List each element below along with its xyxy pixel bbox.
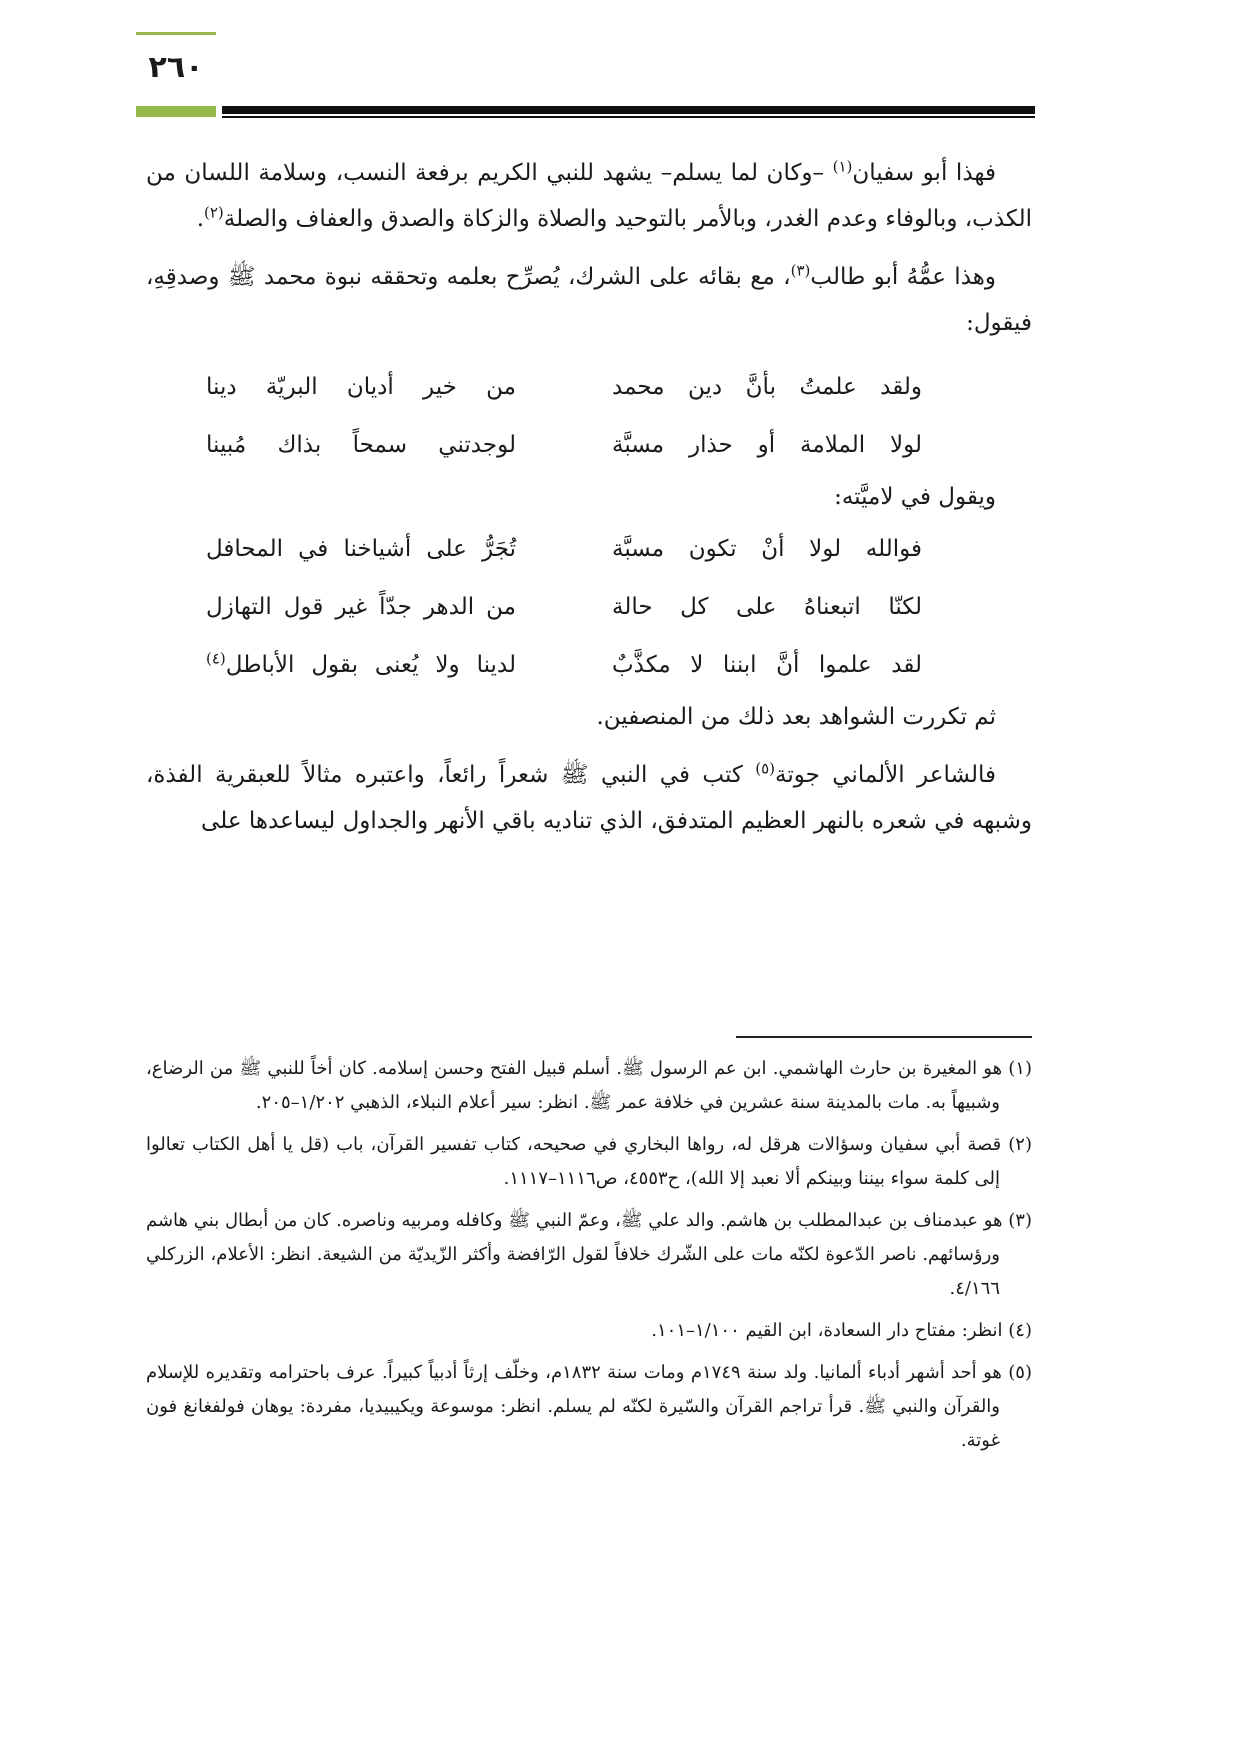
verse-first-hemistich: فوالله لولا أنْ تكون مسبَّة: [612, 536, 922, 562]
footnote-3: (٣) هو عبدمناف بن عبدالمطلب بن هاشم. والد علي ﷺ، وعمّ النبي ﷺ وكافله ومربيه وناصره. كان من أبطال بني هاشم ورؤسائهم. ناصر الدّعوة لكنّه مات على الشّرك خلافاً لقول الرّافضة وأكثر الزّيديّة من الشيعة. انظر: الأعلام، الزركلي ٤/١٦٦.: [146, 1210, 1032, 1299]
footnote-4: (٤) انظر: مفتاح دار السعادة، ابن القيم ١/١٠٠–١٠١.: [651, 1320, 1032, 1341]
text-run: ، مع بقائه على الشرك، يُصرِّح بعلمه وتحققه نبوة محمد ﷺ وصدقِهِ، فيقول:: [146, 264, 1032, 336]
header-accent-top: [136, 32, 216, 35]
header-rule-thin: [222, 116, 1035, 118]
main-text: [146, 150, 1032, 856]
header-rule-thick: [222, 106, 1035, 114]
header-accent-bottom: [136, 106, 216, 117]
verse-second-hemistich: من الدهر جدّاً غير قول التهازل: [206, 594, 516, 620]
verse-second-hemistich: لوجدتني سمحاً بذاك مُبينا: [206, 432, 516, 458]
paragraph-lamiyya-intro: ويقول في لاميَّته:: [834, 484, 996, 510]
paragraph-abu-sufyan: [146, 150, 1032, 242]
footnote-ref[interactable]: (٣): [790, 261, 811, 280]
footnote-ref[interactable]: (٥): [755, 759, 776, 778]
text-run: .: [196, 206, 204, 232]
paragraph-goethe: [146, 752, 1032, 844]
footnote-ref[interactable]: (١): [832, 157, 853, 176]
footnote-ref[interactable]: (٤): [206, 649, 226, 668]
paragraph-abu-talib: [146, 254, 1032, 346]
page-number: ٢٦٠: [148, 50, 204, 85]
paragraph-witnesses: ثم تكررت الشواهد بعد ذلك من المنصفين.: [596, 704, 996, 730]
text-run: فالشاعر الألماني جوتة: [775, 762, 996, 788]
footnotes: [146, 1052, 1032, 1466]
text-run: كتب في النبي ﷺ شعراً رائعاً، واعتبره مثالاً للعبقرية الفذة، وشبهه في شعره بالنهر العظيم المتدفق، الذي تناديه باقي الأنهر والجداول ليساعدها على: [146, 762, 1032, 834]
text-run: فهذا أبو سفيان: [852, 160, 996, 186]
footnote-ref[interactable]: (٢): [204, 203, 224, 222]
footnote-5: (٥) هو أحد أشهر أدباء ألمانيا. ولد سنة ١٧٤٩م ومات سنة ١٨٣٢م، وخلّف إرثاً أدبياً كبيراً. عرف باحترامه وتقديره للإسلام والقرآن والنبي ﷺ. قرأ تراجم القرآن والسّيرة لكنّه لم يسلم. انظر: موسوعة ويكيبيديا، مفردة: يوهان فولفغانغ فون غوتة.: [146, 1362, 1032, 1451]
verse-line: [146, 358, 1032, 416]
verse-first-hemistich: لولا الملامة أو حذار مسبَّة: [612, 432, 922, 458]
verse-line: [146, 416, 1032, 474]
verse-second-hemistich: من خير أديان البريّة دينا: [206, 374, 516, 400]
verse-first-hemistich: ولقد علمتُ بأنَّ دين محمد: [612, 374, 922, 400]
text-run: –وكان لما يسلم– يشهد للنبي الكريم برفعة النسب، وسلامة اللسان من الكذب، وبالوفاء وعدم الغدر، وبالأمر بالتوحيد والصلاة والزكاة والصدق والعفاف والصلة: [146, 160, 1032, 232]
footnote-1: (١) هو المغيرة بن حارث الهاشمي. ابن عم الرسول ﷺ. أسلم قبيل الفتح وحسن إسلامه. كان أخاً للنبي ﷺ من الرضاع، وشبيهاً به. مات بالمدينة سنة عشرين في خلافة عمر ﷺ. انظر: سير أعلام النبلاء، الذهبي ١/٢٠٢–٢٠٥.: [146, 1058, 1032, 1113]
verse-first-hemistich: لكنّا اتبعناهُ على كل حالة: [612, 594, 922, 620]
text-run: وهذا عمُّهُ أبو طالب: [810, 264, 997, 290]
text-run: لدينا ولا يُعنى بقول الأباطل: [225, 652, 516, 678]
footnote-separator: [736, 1036, 1032, 1038]
verse-second-hemistich: تُجَرُّ على أشياخنا في المحافل: [206, 536, 516, 562]
verse-second-hemistich: [206, 642, 516, 688]
footnote-2: (٢) قصة أبي سفيان وسؤالات هرقل له، رواها البخاري في صحيحه، كتاب تفسير القرآن، باب (قل يا أهل الكتاب تعالوا إلى كلمة سواء بيننا وبينكم ألا نعبد إلا الله)، ح٤٥٥٣، ص١١١٦–١١١٧.: [146, 1134, 1032, 1189]
verse-line: [146, 520, 1032, 578]
verse-first-hemistich: لقد علموا أنَّ ابننا لا مكذَّبٌ: [612, 652, 922, 678]
verse-line: [146, 636, 1032, 694]
verse-line: [146, 578, 1032, 636]
